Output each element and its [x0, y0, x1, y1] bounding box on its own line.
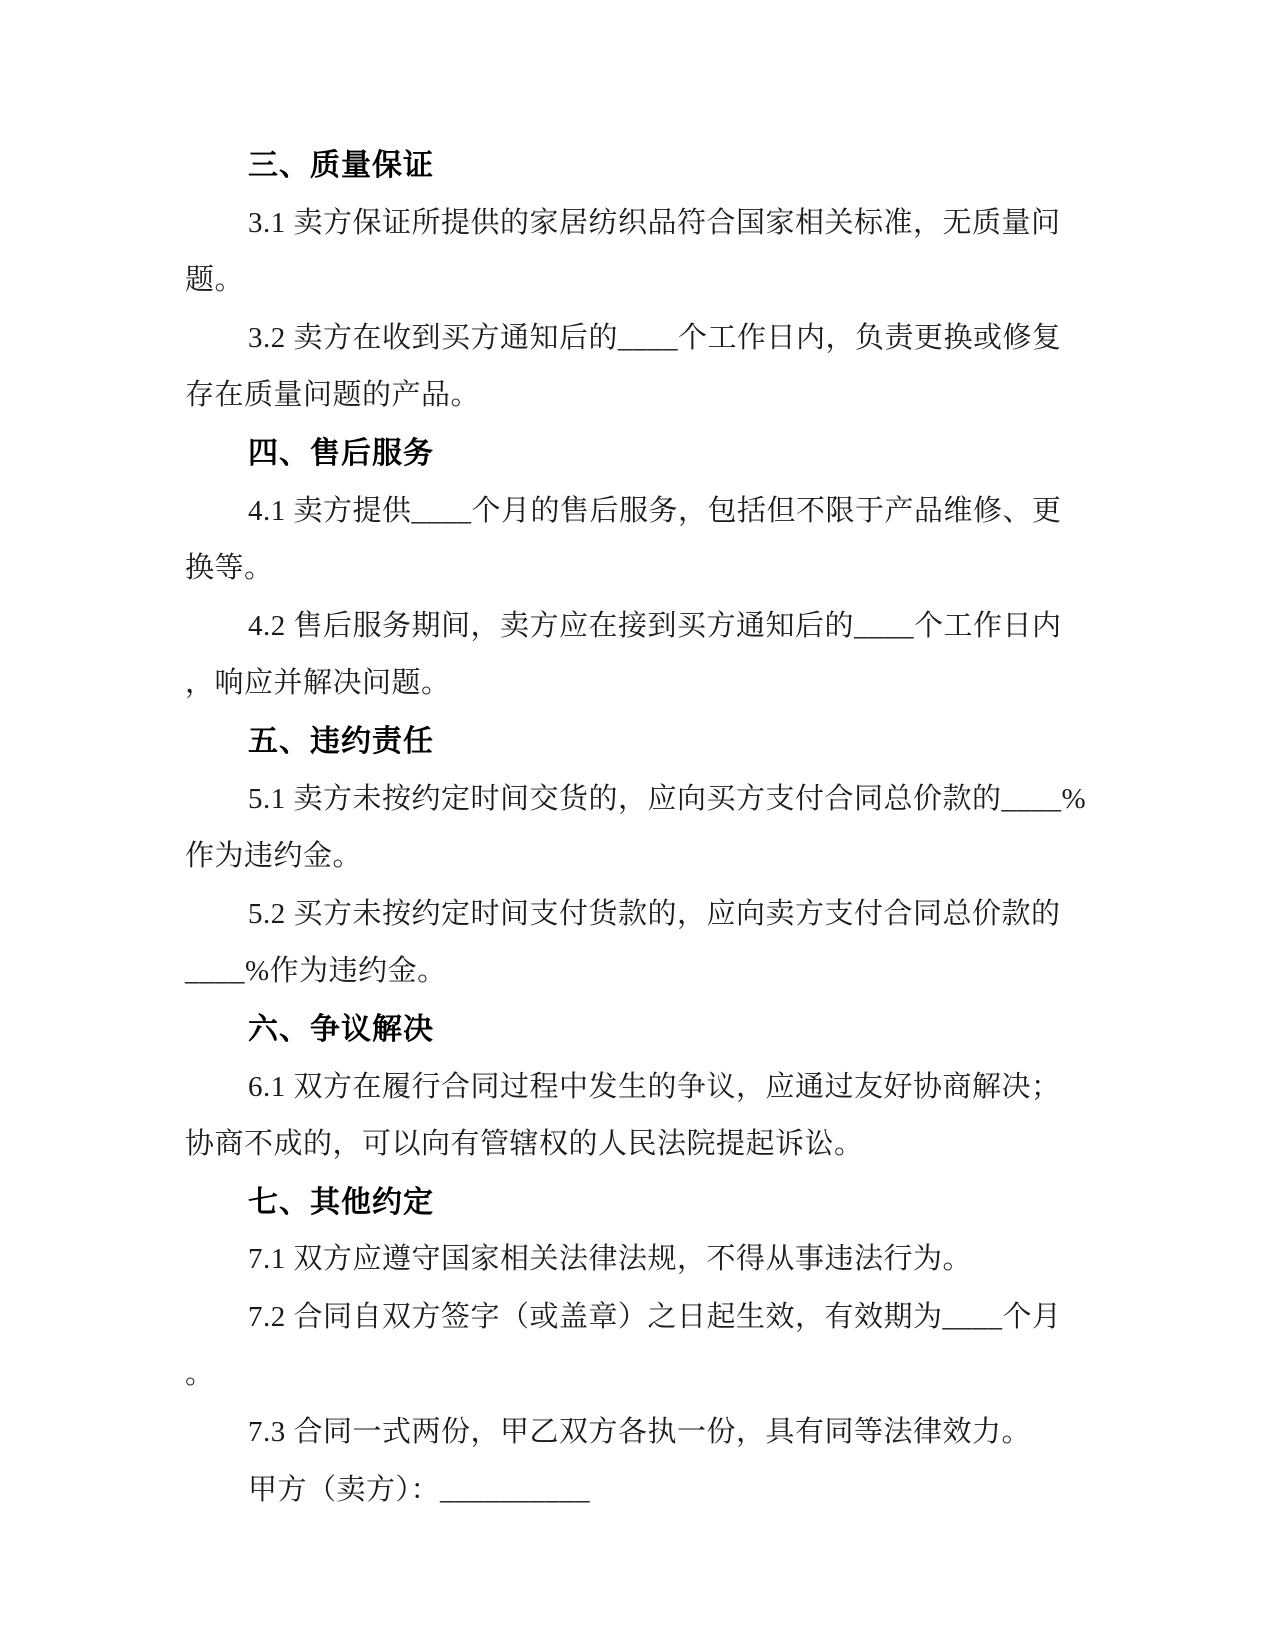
section-heading-other-provisions: 七、其他约定 — [248, 1185, 434, 1219]
clause-6-1-line-1: 6.1 双方在履行合同过程中发生的争议，应通过友好协商解决； — [248, 1070, 1061, 1103]
clause-4-2-line-2: ，响应并解决问题。 — [185, 667, 451, 700]
signature-line-party-a: 甲方（卖方）：__________ — [248, 1473, 591, 1506]
clause-6-1-line-2: 协商不成的，可以向有管辖权的人民法院提起诉讼。 — [185, 1128, 864, 1161]
section-heading-quality-guarantee: 三、质量保证 — [248, 149, 434, 182]
clause-3-2-line-2: 存在质量问题的产品。 — [185, 379, 481, 412]
clause-5-2-line-2: ____%作为违约金。 — [185, 955, 447, 988]
clause-5-1-line-1: 5.1 卖方未按约定时间交货的，应向买方支付合同总价款的____% — [248, 782, 1087, 815]
clause-4-1-line-2: 换等。 — [185, 552, 274, 585]
clause-5-2-line-1: 5.2 买方未按约定时间支付货款的，应向卖方支付合同总价款的 — [248, 897, 1061, 930]
clause-3-1-line-2: 题。 — [185, 264, 245, 297]
clause-3-2-line-1: 3.2 卖方在收到买方通知后的____个工作日内，负责更换或修复 — [248, 321, 1062, 354]
document-body — [185, 137, 1087, 1519]
section-heading-breach-liability: 五、违约责任 — [248, 724, 434, 758]
section-heading-after-sales-service: 四、售后服务 — [248, 436, 434, 470]
section-heading-dispute-resolution: 六、争议解决 — [248, 1012, 434, 1046]
clause-7-3-line-1: 7.3 合同一式两份，甲乙双方各执一份，具有同等法律效力。 — [248, 1416, 1032, 1449]
clause-3-1-line-1: 3.1 卖方保证所提供的家居纺织品符合国家相关标准，无质量问 — [248, 206, 1061, 239]
clause-7-2-line-2: 。 — [185, 1358, 215, 1391]
clause-7-1-line-1: 7.1 双方应遵守国家相关法律法规，不得从事违法行为。 — [248, 1243, 973, 1276]
clause-5-1-line-2: 作为违约金。 — [185, 840, 363, 873]
clause-7-2-line-1: 7.2 合同自双方签字（或盖章）之日起生效，有效期为____个月 — [248, 1300, 1062, 1333]
clause-4-2-line-1: 4.2 售后服务期间，卖方应在接到买方通知后的____个工作日内 — [248, 609, 1062, 642]
clause-4-1-line-1: 4.1 卖方提供____个月的售后服务，包括但不限于产品维修、更 — [248, 494, 1062, 527]
